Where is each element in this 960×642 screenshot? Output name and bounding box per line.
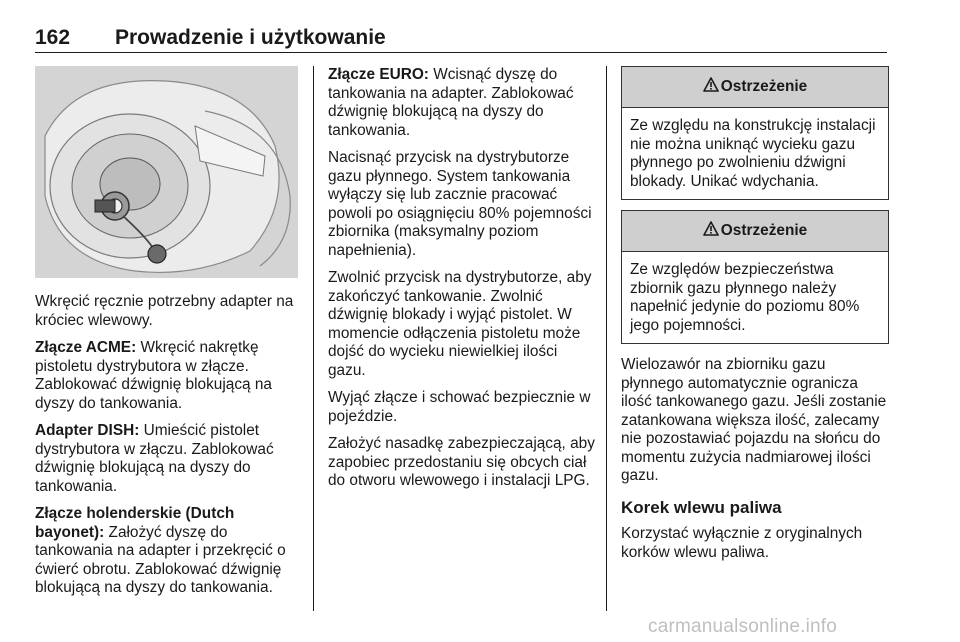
paragraph-euro: [328, 66, 598, 140]
warning-title: Ostrzeżenie: [720, 77, 808, 95]
text-dish: Umieścić pistolet dystrybutora w złączu. Zablokować dźwignię blokującą na dyszy do tankowania.: [35, 422, 274, 495]
paragraph-multivalve: Wielozawór na zbiorniku gazu płynnego automatycznie ogranicza ilość tankowanego gazu. Jeśli zostanie zatankowana większa ilość, zalecamy nie pozostawiać pojazdu na słońcu do momentu zużycia nadmiarowej ilości gazu.: [621, 356, 887, 484]
warning-triangle-icon: [703, 77, 719, 98]
warning-box-fill-level: [621, 210, 889, 344]
text-dutch: Założyć dyszę do tankowania na adapter i przekręcić o ćwierć obrotu. Zablokować dźwignię blokującą na dyszy do tankowania.: [35, 523, 286, 596]
warning-title: Ostrzeżenie: [720, 221, 808, 239]
warning-header: [622, 67, 888, 108]
paragraph-acme: [35, 339, 303, 413]
warning-text: Ze względów bezpieczeństwa zbiornik gazu płynnego należy napełnić jedynie do poziomu 80% jego pojemności.: [630, 261, 860, 334]
label-acme: Złącze ACME:: [35, 339, 137, 356]
label-euro: Złącze EURO:: [328, 66, 429, 83]
section-heading: Korek wlewu paliwa: [621, 497, 782, 517]
paragraph-adapter: Wkręcić ręcznie potrzebny adapter na króciec wlewowy.: [35, 293, 294, 329]
fuel-filler-illustration: [35, 66, 298, 278]
watermark: carmanualsonline.info: [648, 616, 838, 637]
paragraph-original-caps: Korzystać wyłącznie z oryginalnych korków wlewu paliwa.: [621, 525, 863, 561]
column-left: [35, 66, 303, 607]
page-title: Prowadzenie i użytkowanie: [115, 26, 386, 49]
paragraph-release-button: Zwolnić przycisk na dystrybutorze, aby zakończyć tankowanie. Zwolnić dźwignię blokady i wyjąć pistolet. W momencie odłączenia pistoletu może dojść do wycieku niewielkiej ilości gazu.: [328, 269, 592, 379]
paragraph-dutch: [35, 505, 303, 598]
label-dutch: Złącze holenderskie (Dutch bayonet):: [35, 505, 235, 541]
warning-triangle-icon: [703, 221, 719, 242]
paragraph-store-connector: Wyjąć złącze i schować bezpiecznie w pojeździe.: [328, 389, 591, 425]
column-divider-right: [606, 66, 607, 611]
warning-text: Ze względu na konstrukcję instalacji nie można uniknąć wycieku gazu płynnego po zwolnieniu dźwigni blokady. Unikać wdychania.: [630, 117, 876, 190]
paragraph-dish: [35, 422, 303, 496]
warning-header: [622, 211, 888, 252]
warning-box-leak: [621, 66, 889, 200]
column-divider-left: [313, 66, 314, 611]
text-euro: Wcisnąć dyszę do tankowania na adapter. Zablokować dźwignię blokującą na dyszy do tankowania.: [328, 66, 574, 139]
paragraph-press-button: Nacisnąć przycisk na dystrybutorze gazu płynnego. System tankowania wyłączy się lub zacznie pracować powoli po osiągnięciu 80% pojemności zbiornika (maksymalny poziom napełnienia).: [328, 149, 592, 259]
text-acme: Wkręcić nakrętkę pistoletu dystrybutora w złącze. Zablokować dźwignię blokującą na dyszy do tankowania.: [35, 339, 272, 412]
page-header: [35, 26, 887, 53]
column-right: [621, 66, 889, 571]
page-number: 162: [35, 26, 71, 49]
fuel-filler-drawing: [35, 66, 298, 278]
label-dish: Adapter DISH:: [35, 422, 140, 439]
paragraph-protective-cap: Założyć nasadkę zabezpieczającą, aby zapobiec przedostaniu się obcych ciał do otworu wlewowego i instalacji LPG.: [328, 435, 595, 489]
column-middle: [328, 66, 598, 500]
